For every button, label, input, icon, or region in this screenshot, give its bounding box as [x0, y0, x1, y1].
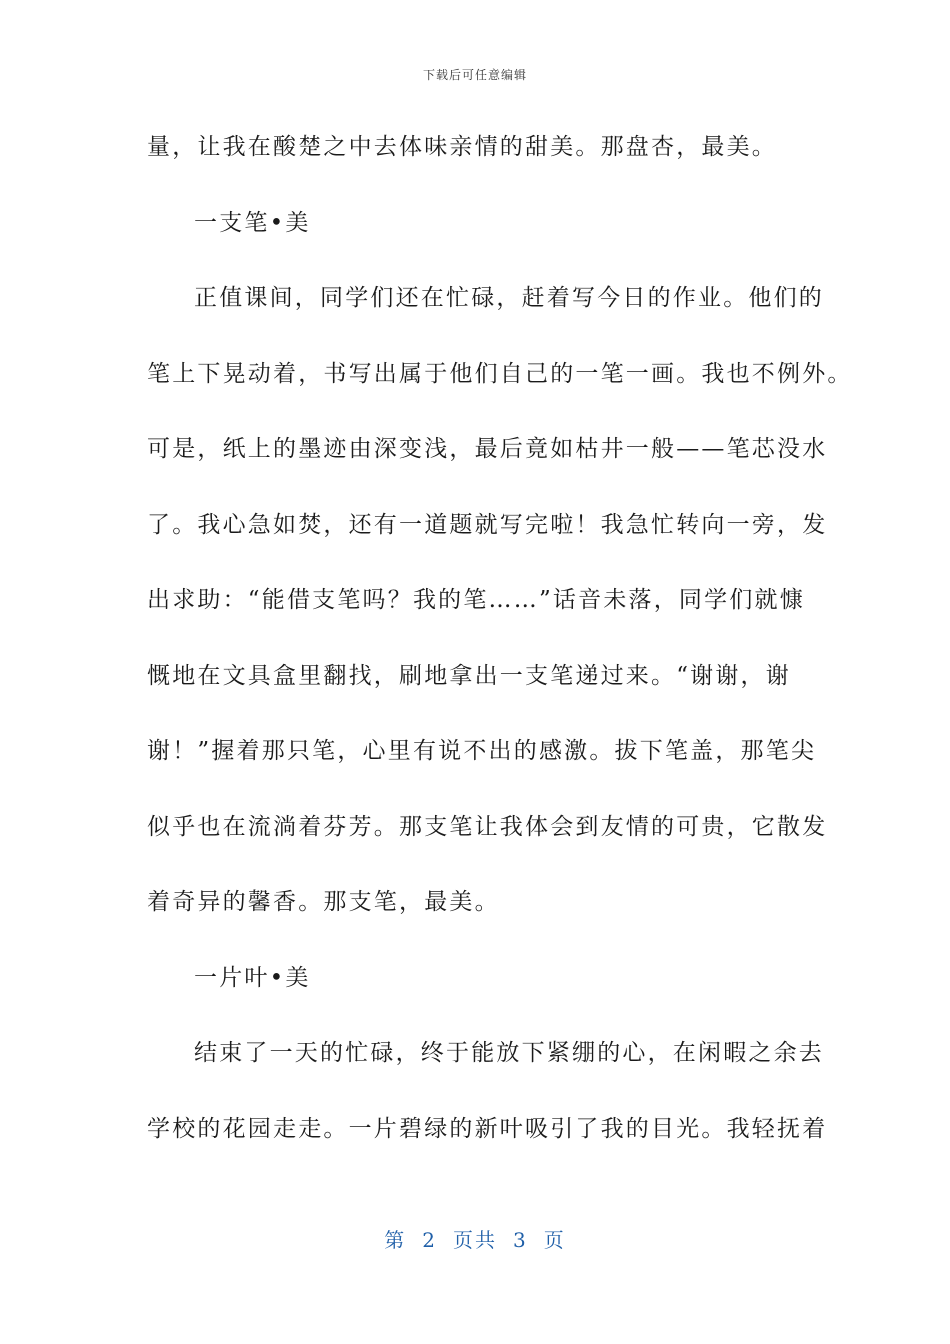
paragraph-line: 结束了一天的忙碌，终于能放下紧绷的心，在闲暇之余去 — [194, 1040, 824, 1066]
paragraph-line: 可是，纸上的墨迹由深变浅，最后竟如枯井一般——笔芯没水 — [147, 436, 828, 462]
paragraph-line: 谢！”握着那只笔，心里有说不出的感激。拔下笔盖，那笔尖 — [147, 738, 817, 764]
section-heading-pen: 一支笔•美 — [194, 209, 311, 236]
current-page-number: 2 — [422, 1228, 437, 1252]
paragraph-line: 似乎也在流淌着芬芳。那支笔让我体会到友情的可贵，它散发 — [147, 813, 828, 840]
total-pages-number: 3 — [513, 1228, 528, 1252]
footer-prefix: 第 — [384, 1228, 407, 1252]
paragraph-line: 量，让我在酸楚之中去体味亲情的甜美。那盘杏，最美。 — [147, 134, 777, 160]
paragraph-line: 了。我心急如焚，还有一道题就写完啦！我急忙转向一旁，发 — [147, 511, 828, 538]
paragraph-line: 出求助：“能借支笔吗？我的笔……”话音未落，同学们就慷 — [147, 587, 805, 613]
paragraph-line: 笔上下晃动着，书写出属于他们自己的一笔一画。我也不例外。 — [147, 360, 853, 387]
page-footer — [0, 1224, 950, 1253]
document-body — [147, 122, 853, 1179]
paragraph-line: 正值课间，同学们还在忙碌，赶着写今日的作业。他们的 — [194, 285, 824, 311]
paragraph-line: 着奇异的馨香。那支笔，最美。 — [147, 889, 500, 915]
paragraph-line: 慨地在文具盒里翻找，刷地拿出一支笔递过来。“谢谢，谢 — [147, 662, 791, 689]
paragraph-line: 学校的花园走走。一片碧绿的新叶吸引了我的目光。我轻抚着 — [147, 1115, 828, 1142]
footer-suffix: 页 — [543, 1228, 566, 1252]
page-header: 下载后可任意编辑 — [422, 68, 527, 82]
footer-middle: 页共 — [453, 1228, 497, 1252]
section-heading-leaf: 一片叶•美 — [194, 964, 311, 991]
